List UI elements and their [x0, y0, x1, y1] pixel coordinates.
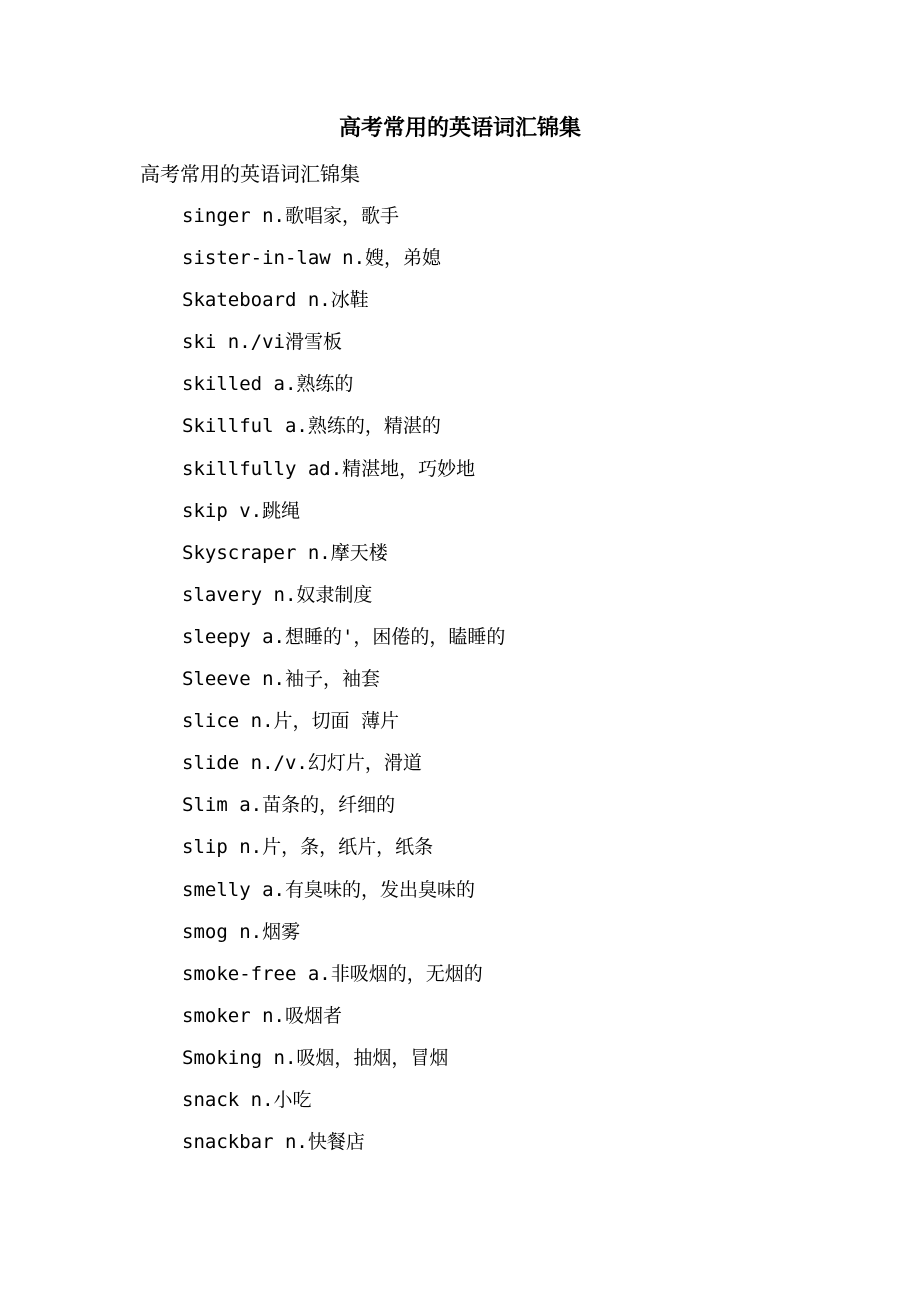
vocabulary-entry: Skateboard n.冰鞋 [182, 289, 369, 312]
document-subtitle: 高考常用的英语词汇锦集 [140, 162, 360, 186]
vocabulary-entry: skip v.跳绳 [182, 499, 301, 522]
vocabulary-entry: slip n.片，条，纸片，纸条 [182, 836, 434, 859]
vocabulary-entry: smog n.烟雾 [182, 920, 301, 943]
vocabulary-entry: sleepy a.想睡的'，困倦的，瞌睡的 [182, 625, 506, 648]
vocabulary-entry: smoke-free a.非吸烟的，无烟的 [182, 962, 483, 985]
vocabulary-entry: smoker n.吸烟者 [182, 1004, 342, 1027]
vocabulary-entry: skilled a.熟练的 [182, 373, 354, 396]
vocabulary-entry: snack n.小吃 [182, 1088, 312, 1111]
vocabulary-entry: Skyscraper n.摩天楼 [182, 541, 388, 564]
vocabulary-entry: slavery n.奴隶制度 [182, 583, 373, 606]
vocabulary-entry: Skillful a.熟练的，精湛的 [182, 415, 441, 438]
vocabulary-entry: ski n./vi滑雪板 [182, 331, 342, 354]
vocabulary-entry: singer n.歌唱家，歌手 [182, 205, 399, 227]
vocabulary-list [182, 199, 505, 1167]
vocabulary-entry: Sleeve n.袖子，袖套 [182, 668, 380, 691]
page-title: 高考常用的英语词汇锦集 [338, 115, 581, 141]
vocabulary-entry: Smoking n.吸烟，抽烟，冒烟 [182, 1046, 449, 1069]
vocabulary-entry: slide n./v.幻灯片，滑道 [182, 752, 422, 775]
vocabulary-entry: skillfully ad.精湛地，巧妙地 [182, 457, 476, 480]
vocabulary-entry: sister-in-law n.嫂，弟媳 [182, 247, 442, 270]
vocabulary-entry: slice n.片，切面 薄片 [182, 710, 399, 733]
vocabulary-entry: snackbar n.快餐店 [182, 1131, 365, 1154]
vocabulary-entry: smelly a.有臭味的，发出臭味的 [182, 878, 475, 901]
vocabulary-entry: Slim a.苗条的，纤细的 [182, 794, 396, 817]
